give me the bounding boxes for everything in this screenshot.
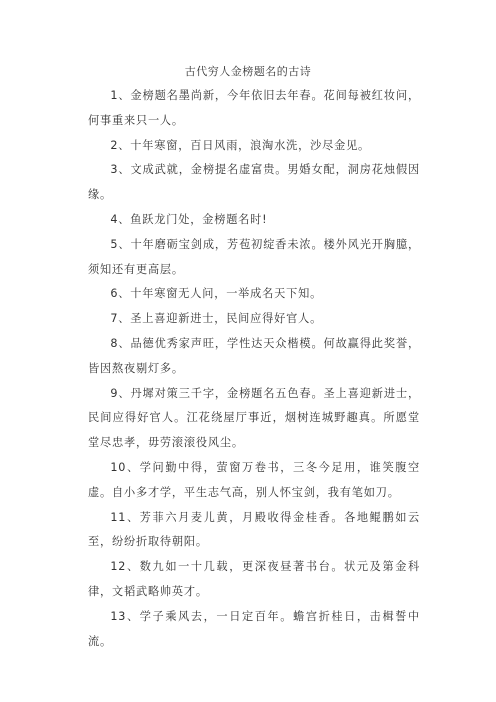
poem-paragraph-9: 9、丹墀对策三千字，金榜题名五色春。圣上喜迎新进士，民间应得好官人。江花绕屋厅事近，烟树连城野趣真。所愿堂堂尽忠孝，毋劳滚滚役风尘。 bbox=[88, 386, 420, 450]
poem-paragraph-4: 4、鱼跃龙门处，金榜题名时! bbox=[110, 212, 268, 226]
poem-paragraph-2: 2、十年寒窗，百日风雨，浪淘水洗，沙尽金见。 bbox=[110, 138, 371, 152]
poem-paragraph-1: 1、金榜题名墨尚新，今年依旧去年春。花间每被红妆问，何事重来只一人。 bbox=[88, 89, 420, 127]
poem-paragraph-6: 6、十年寒窗无人问，一举成名天下知。 bbox=[110, 287, 323, 301]
poem-paragraph-10: 10、学问勤中得，萤窗万卷书，三冬今足用，谁笑腹空虚。自小多才学，平生志气高，别人怀宝剑，我有笔如刀。 bbox=[88, 460, 420, 499]
poem-paragraph-5: 5、十年磨砺宝剑成，芳苞初绽香未浓。楼外风光开胸臆，须知还有更高层。 bbox=[88, 237, 420, 276]
document-title: 古代穷人金榜题名的古诗 bbox=[184, 65, 312, 78]
poem-paragraph-12: 12、数九如一十几载，更深夜昼著书台。状元及第金科律，文韬武略帅英才。 bbox=[88, 560, 420, 598]
poem-paragraph-8: 8、品德优秀家声旺，学性达天众楷模。何故赢得此奖誉，皆因熬夜剔灯多。 bbox=[88, 336, 420, 375]
poem-paragraph-13: 13、学子乘风去，一日定百年。蟾宫折桂日，击楫誓中流。 bbox=[88, 609, 420, 648]
document-body bbox=[88, 84, 420, 654]
poem-paragraph-11: 11、芳菲六月麦儿黄，月殿收得金桂香。各地鲲鹏如云至，纷纷折取待朝阳。 bbox=[88, 510, 420, 549]
poem-paragraph-3: 3、文成武就，金榜提名虚富贵。男婚女配，洞房花烛假因缘。 bbox=[88, 163, 420, 202]
poem-paragraph-7: 7、圣上喜迎新进士，民间应得好官人。 bbox=[110, 312, 323, 326]
